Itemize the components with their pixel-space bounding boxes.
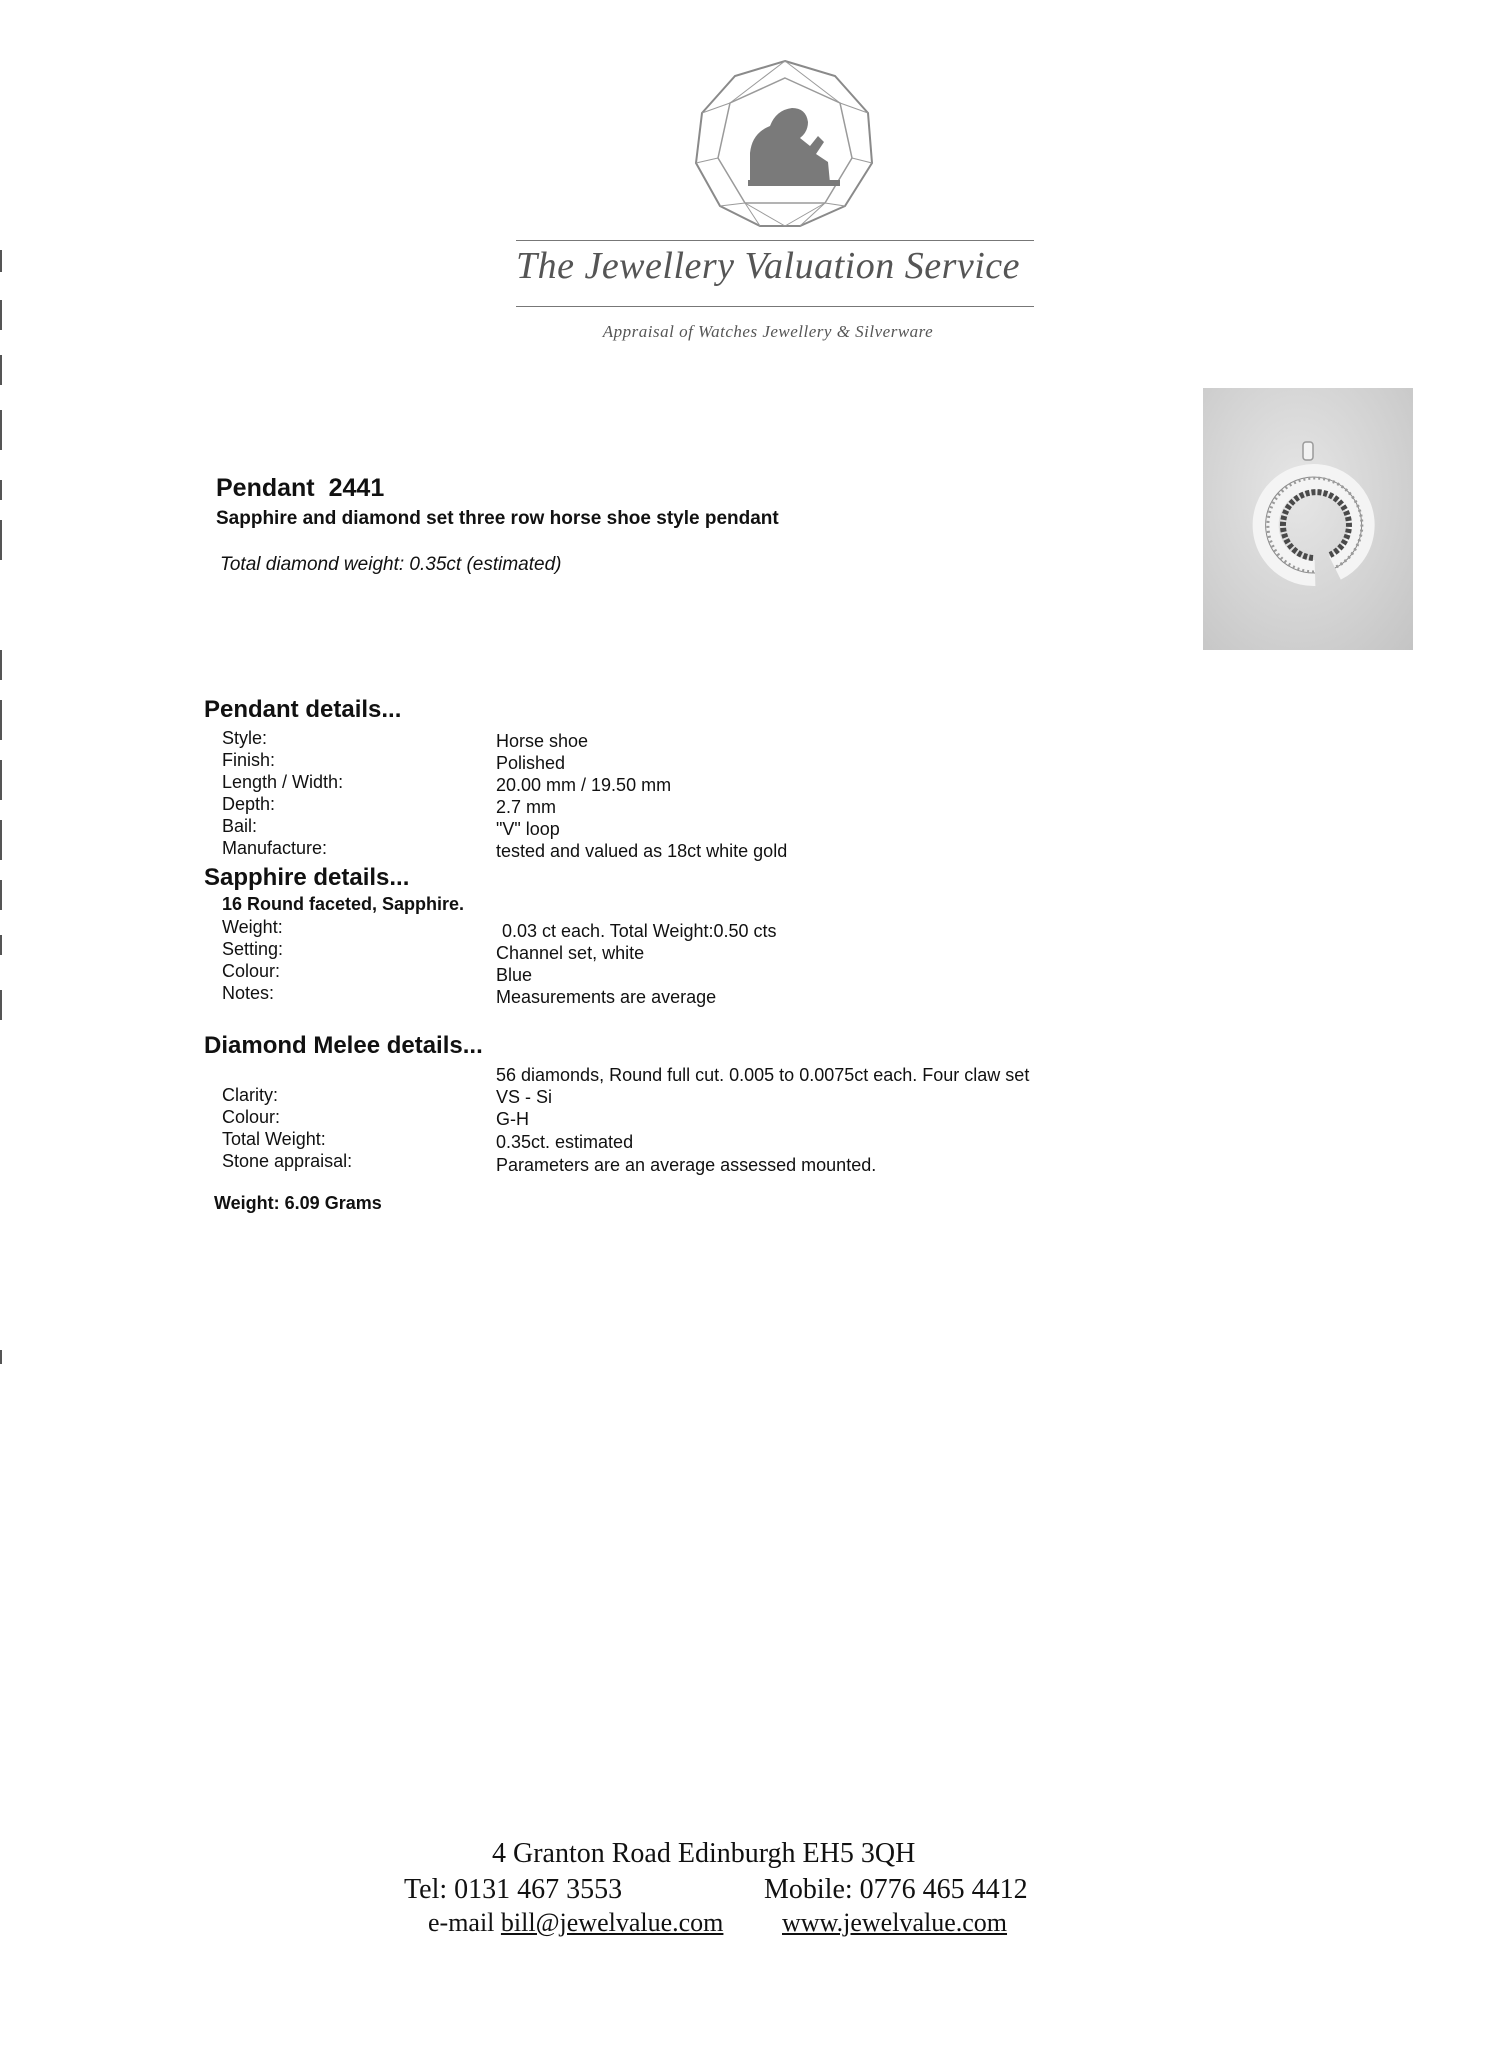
sapphire-details-heading: Sapphire details... bbox=[204, 864, 410, 891]
diamond-colour-label: Colour: bbox=[222, 1107, 281, 1127]
header-rule-bottom bbox=[516, 306, 1034, 307]
sapphire-weight-value: 0.03 ct each. Total Weight:0.50 cts bbox=[502, 921, 777, 941]
brand-name: The Jewellery Valuation Service bbox=[515, 245, 1021, 287]
pendant-manufacture-value: tested and valued as 18ct white gold bbox=[496, 841, 788, 861]
diamond-details-heading: Diamond Melee details... bbox=[204, 1032, 483, 1059]
diamond-total-weight-label: Total Weight: bbox=[222, 1129, 326, 1149]
scan-edge-mark bbox=[0, 520, 2, 560]
sapphire-weight-label: Weight: bbox=[222, 917, 283, 937]
pendant-photo bbox=[1203, 388, 1413, 650]
sapphire-notes-label: Notes: bbox=[222, 983, 275, 1003]
email-link[interactable]: bill@jewelvalue.com bbox=[500, 1908, 724, 1937]
scan-edge-mark bbox=[0, 250, 2, 272]
email-label: e-mail bbox=[428, 1908, 495, 1937]
pendant-finish-label: Finish: bbox=[222, 750, 276, 770]
brand-tagline: Appraisal of Watches Jewellery & Silverware bbox=[602, 322, 934, 341]
footer-address: 4 Granton Road Edinburgh EH5 3QH bbox=[492, 1838, 916, 1869]
item-title bbox=[216, 474, 398, 503]
pendant-style-label: Style: bbox=[222, 728, 268, 748]
scan-edge-mark bbox=[0, 990, 2, 1020]
gem-appraiser-logo bbox=[690, 58, 880, 228]
total-diamond-weight: Total diamond weight: 0.35ct (estimated) bbox=[220, 554, 562, 575]
scan-edge-mark bbox=[0, 300, 2, 330]
footer-mobile: Mobile: 0776 465 4412 bbox=[764, 1874, 1028, 1905]
scan-edge-mark bbox=[0, 410, 2, 450]
pendant-manufacture-label: Manufacture: bbox=[222, 838, 328, 858]
sapphire-setting-value: Channel set, white bbox=[496, 943, 645, 963]
item-description: Sapphire and diamond set three row horse shoe style pendant bbox=[216, 508, 779, 529]
sapphire-notes-value: Measurements are average bbox=[496, 987, 717, 1007]
footer-telephone: Tel: 0131 467 3553 bbox=[404, 1874, 623, 1905]
scan-edge-mark bbox=[0, 480, 2, 500]
pendant-bail-label: Bail: bbox=[222, 816, 258, 836]
diamond-clarity-label: Clarity: bbox=[222, 1085, 279, 1105]
scan-edge-mark bbox=[0, 760, 2, 800]
pendant-finish-value: Polished bbox=[496, 753, 566, 773]
header-rule-top bbox=[516, 240, 1034, 241]
scan-edge-mark bbox=[0, 700, 2, 740]
scan-edge-mark bbox=[0, 355, 2, 385]
scan-edge-mark bbox=[0, 650, 2, 680]
diamond-total-weight-value: 0.35ct. estimated bbox=[496, 1132, 634, 1152]
pendant-style-value: Horse shoe bbox=[496, 731, 589, 751]
gross-weight: Weight: 6.09 Grams bbox=[214, 1193, 382, 1213]
sapphire-colour-value: Blue bbox=[496, 965, 533, 985]
pendant-length-value: 20.00 mm / 19.50 mm bbox=[496, 775, 672, 795]
item-number: 2441 bbox=[328, 474, 385, 502]
pendant-depth-value: 2.7 mm bbox=[496, 797, 557, 817]
sapphire-setting-label: Setting: bbox=[222, 939, 284, 959]
horseshoe-pendant-image bbox=[1203, 388, 1413, 650]
diamond-clarity-value: VS - Si bbox=[496, 1087, 553, 1107]
scan-edge-mark bbox=[0, 880, 2, 910]
sapphire-colour-label: Colour: bbox=[222, 961, 281, 981]
footer-email-line bbox=[428, 1908, 723, 1938]
pendant-details-heading: Pendant details... bbox=[204, 696, 402, 723]
pendant-depth-label: Depth: bbox=[222, 794, 276, 814]
website-link[interactable]: www.jewelvalue.com bbox=[782, 1908, 1008, 1937]
scan-edge-mark bbox=[0, 935, 2, 955]
item-name: Pendant bbox=[216, 474, 315, 502]
diamond-summary: 56 diamonds, Round full cut. 0.005 to 0.0075ct each. Four claw set bbox=[496, 1065, 1030, 1085]
sapphire-summary: 16 Round faceted, Sapphire. bbox=[222, 894, 465, 914]
scan-edge-mark bbox=[0, 1350, 2, 1364]
pendant-bail-value: "V" loop bbox=[496, 819, 560, 839]
stone-appraisal-value: Parameters are an average assessed mounted. bbox=[496, 1155, 877, 1175]
stone-appraisal-label: Stone appraisal: bbox=[222, 1151, 353, 1171]
scan-edge-mark bbox=[0, 820, 2, 860]
pendant-length-label: Length / Width: bbox=[222, 772, 344, 792]
diamond-colour-value: G-H bbox=[496, 1109, 529, 1129]
